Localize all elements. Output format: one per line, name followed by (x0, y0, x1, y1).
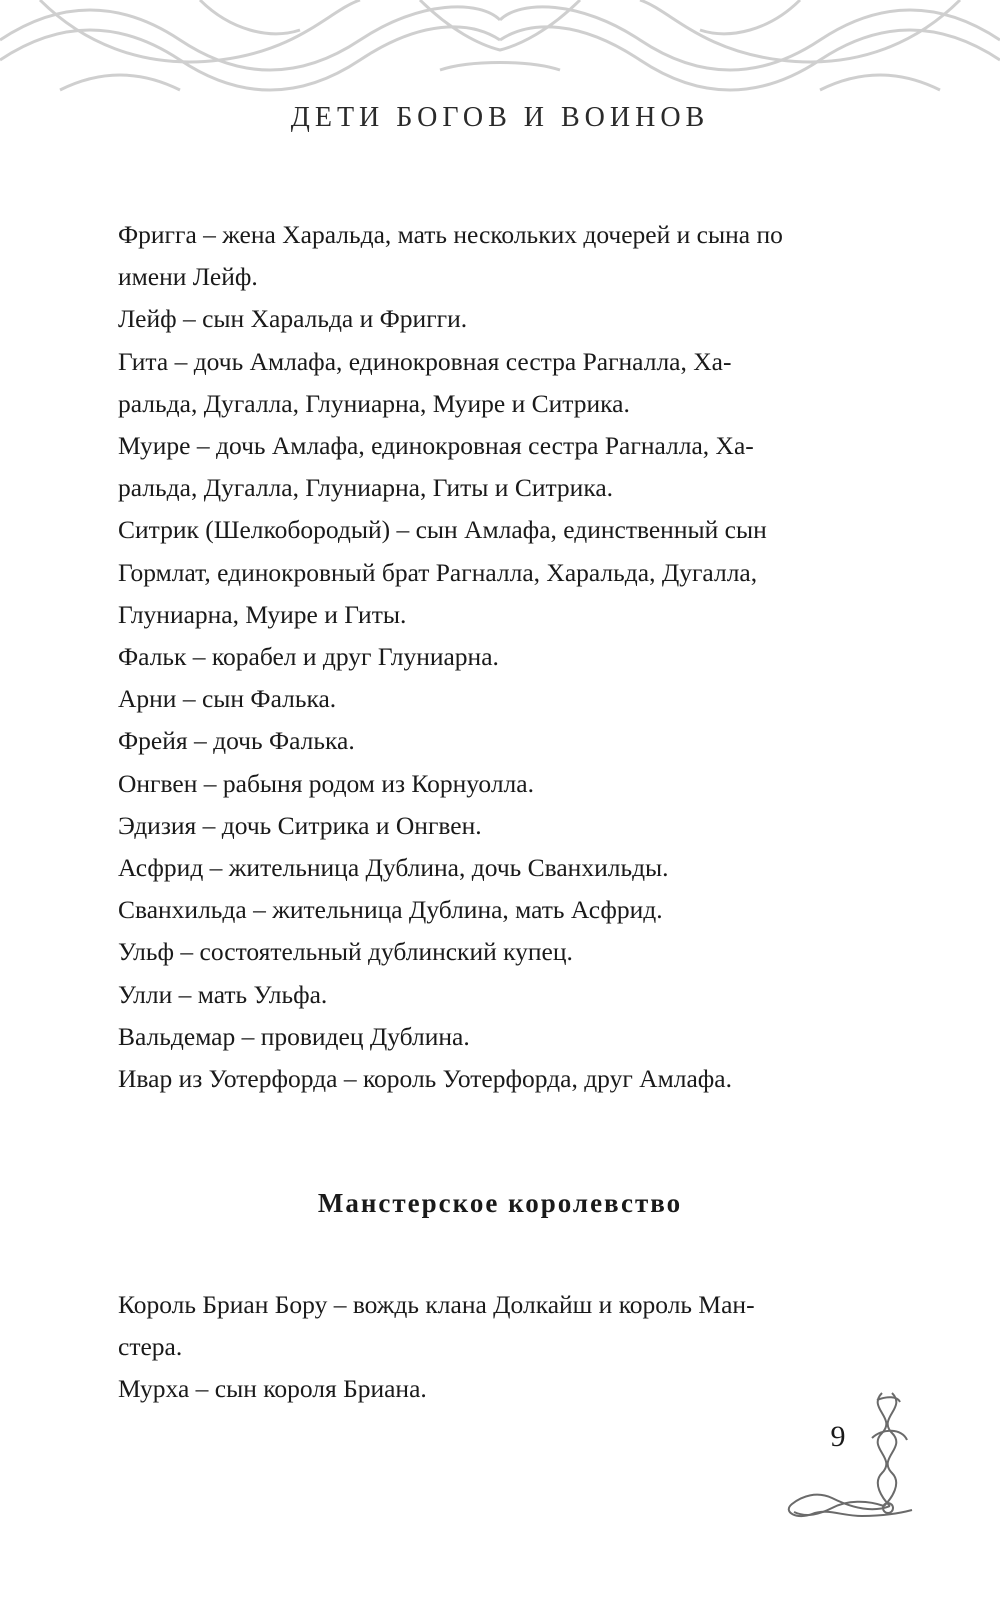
text-line: Лейф – сын Харальда и Фригги. (118, 304, 468, 334)
celtic-knot-header-ornament (0, 0, 1000, 110)
text-line: ральда, Дугалла, Глуниарна, Муире и Ситрика. (118, 388, 630, 418)
text-line: Улли – мать Ульфа. (118, 979, 328, 1009)
text-line: Глуниарна, Муире и Гиты. (118, 599, 407, 629)
text-line: Фальк – корабел и друг Глуниарна. (118, 642, 499, 672)
text-line: Муире – дочь Амлафа, единокровная сестра Рагналла, Ха- (118, 431, 754, 461)
text-line: имени Лейф. (118, 262, 258, 292)
text-line: Гита – дочь Амлафа, единокровная сестра Рагналла, Ха- (118, 346, 732, 376)
text-line: Ульф – состоятельный дублинский купец. (118, 937, 573, 967)
text-line: Эдизия – дочь Ситрика и Онгвен. (118, 810, 482, 840)
text-line: Ивар из Уотерфорда – король Уотерфорда, друг Амлафа. (118, 1064, 732, 1094)
text-line: Гормлат, единокровный брат Рагналла, Харальда, Дугалла, (118, 557, 758, 587)
text-line: Асфрид – жительница Дублина, дочь Сванхильды. (118, 853, 669, 883)
section-character-list (118, 1284, 818, 1411)
text-line: Онгвен – рабыня родом из Корнуолла. (118, 768, 534, 798)
text-line: Фригга – жена Харальда, мать нескольких дочерей и сына по (118, 220, 783, 249)
text-line: ральда, Дугалла, Глуниарна, Гиты и Ситрика. (118, 473, 614, 503)
section-heading: Манстерское королевство (317, 1188, 683, 1218)
running-head-title: ДЕТИ БОГОВ И ВОИНОВ (290, 102, 710, 133)
text-line: Сванхильда – жительница Дублина, мать Асфрид. (118, 895, 663, 925)
character-list (118, 214, 818, 1100)
page-number: 9 (830, 1420, 846, 1453)
text-line: Арни – сын Фалька. (118, 684, 337, 714)
text-line: стера. (118, 1332, 183, 1362)
text-line: Ситрик (Шелкобородый) – сын Амлафа, единственный сын (118, 515, 767, 545)
text-line: Вальдемар – провидец Дублина. (118, 1021, 470, 1051)
text-line: Фрейя – дочь Фалька. (118, 726, 355, 756)
text-line: Мурха – сын короля Бриана. (118, 1374, 427, 1404)
text-line: Король Бриан Бору – вождь клана Долкайш и король Ман- (118, 1290, 755, 1319)
celtic-knot-corner-ornament (772, 1388, 922, 1528)
